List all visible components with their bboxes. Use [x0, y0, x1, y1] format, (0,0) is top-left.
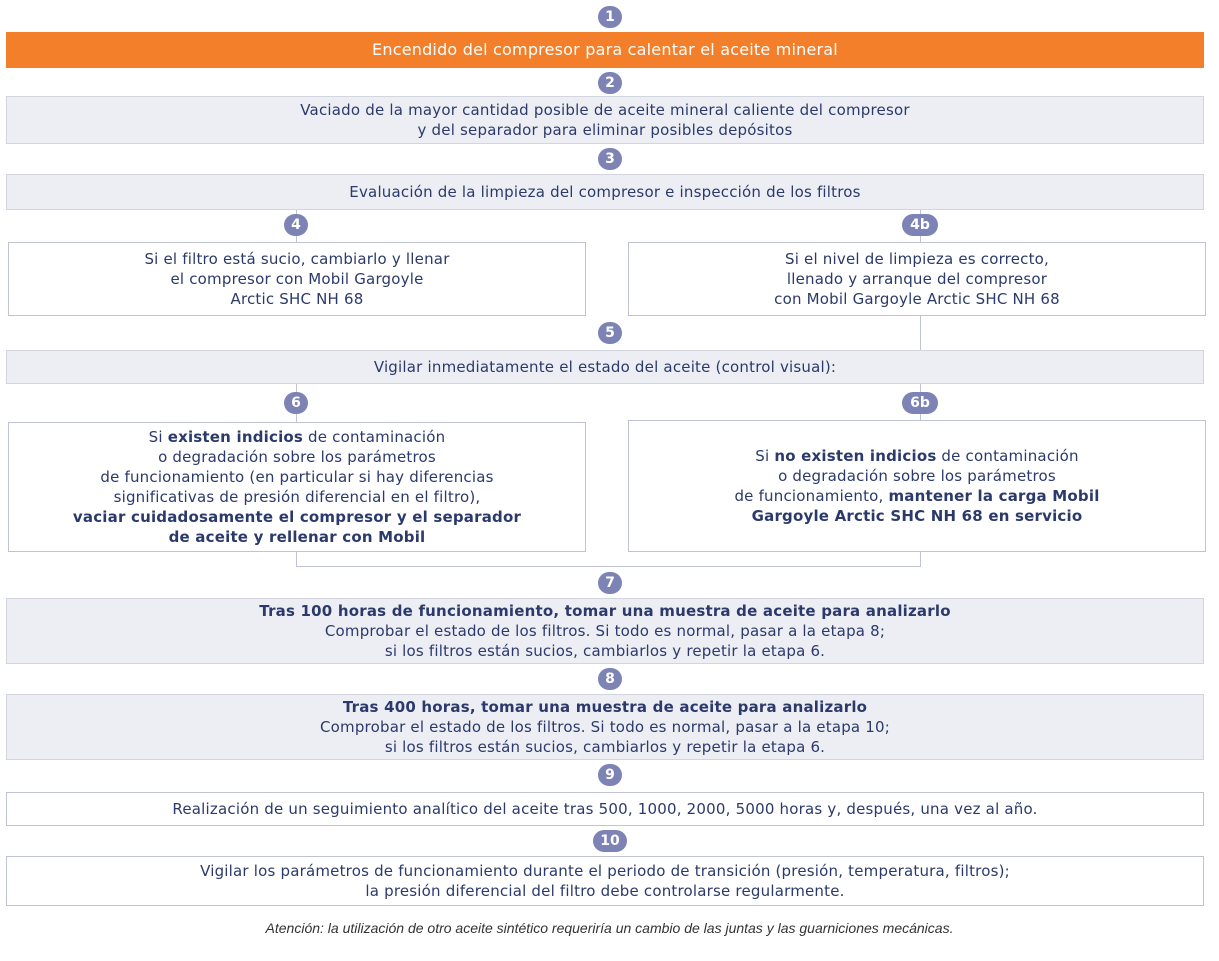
step-4-line-3: Arctic SHC NH 68 — [230, 290, 364, 308]
step-badge-6b: 6b — [902, 392, 938, 414]
step-badge-5: 5 — [598, 322, 622, 344]
step-3-text: Evaluación de la limpieza del compresor e inspección de los filtros — [349, 183, 861, 201]
step-badge-4b: 4b — [902, 214, 938, 236]
step-6-line-2: o degradación sobre los parámetros — [158, 448, 436, 466]
step-1-box — [6, 32, 1204, 68]
step-badge-8: 8 — [598, 668, 622, 690]
step-9-text: Realización de un seguimiento analítico del aceite tras 500, 1000, 2000, 5000 horas y, después, una vez al año. — [172, 800, 1038, 818]
footer-note: Atención: la utilización de otro aceite sintético requeriría un cambio de las juntas y las guarniciones mecánicas. — [265, 920, 954, 936]
step-6-line-1-a: Si — [148, 428, 168, 446]
step-10-line-1: Vigilar los parámetros de funcionamiento durante el periodo de transición (presión, temperatura, filtros); — [200, 862, 1010, 880]
step-2-line-1: Vaciado de la mayor cantidad posible de aceite mineral caliente del compresor — [300, 101, 910, 119]
step-4-box — [8, 242, 586, 316]
step-5-box — [6, 350, 1204, 384]
step-2-line-2: y del separador para eliminar posibles depósitos — [417, 121, 793, 139]
step-10-line-2: la presión diferencial del filtro debe controlarse regularmente. — [365, 882, 845, 900]
step-badge-4: 4 — [284, 214, 308, 236]
step-6b-line-1 — [755, 446, 1078, 466]
step-6b-box — [628, 420, 1206, 552]
step-6b-line-1-c: de contaminación — [936, 447, 1079, 465]
step-6-line-1 — [149, 427, 446, 447]
step-6-line-4: significativas de presión diferencial en el filtro), — [113, 488, 481, 506]
connector-line — [296, 566, 921, 567]
step-7-box — [6, 598, 1204, 664]
step-6b-line-1-a: Si — [755, 447, 775, 465]
step-7-line-2: Comprobar el estado de los filtros. Si todo es normal, pasar a la etapa 8; — [324, 622, 886, 640]
step-8-line-3: si los filtros están sucios, cambiarlos y repetir la etapa 6. — [384, 738, 826, 756]
step-6-line-1-b: existen indicios — [167, 428, 304, 446]
step-6b-line-3-b: mantener la carga Mobil — [888, 487, 1100, 505]
step-5-text: Vigilar inmediatamente el estado del aceite (control visual): — [373, 358, 837, 376]
connector-line — [296, 552, 297, 567]
step-6b-line-2: o degradación sobre los parámetros — [778, 467, 1056, 485]
step-6-line-5: vaciar cuidadosamente el compresor y el separador — [72, 508, 522, 526]
step-badge-6: 6 — [284, 392, 308, 414]
step-badge-10: 10 — [593, 830, 627, 852]
step-6-box — [8, 422, 586, 552]
step-badge-1: 1 — [598, 6, 622, 28]
step-4-line-1: Si el filtro está sucio, cambiarlo y llenar — [144, 250, 450, 268]
step-8-title: Tras 400 horas, tomar una muestra de aceite para analizarlo — [342, 698, 868, 716]
step-4b-box — [628, 242, 1206, 316]
step-badge-2: 2 — [598, 72, 622, 94]
step-badge-3: 3 — [598, 148, 622, 170]
step-badge-9: 9 — [598, 764, 622, 786]
step-8-box — [6, 694, 1204, 760]
step-8-line-2: Comprobar el estado de los filtros. Si todo es normal, pasar a la etapa 10; — [319, 718, 891, 736]
step-6b-line-3 — [734, 486, 1099, 506]
step-7-line-3: si los filtros están sucios, cambiarlos y repetir la etapa 6. — [384, 642, 826, 660]
step-2-box — [6, 96, 1204, 144]
step-6b-line-3-a: de funcionamiento, — [734, 487, 889, 505]
step-10-box — [6, 856, 1204, 906]
step-4b-line-2: llenado y arranque del compresor — [786, 270, 1048, 288]
step-7-title: Tras 100 horas de funcionamiento, tomar una muestra de aceite para analizarlo — [259, 602, 951, 620]
step-1-text: Encendido del compresor para calentar el aceite mineral — [372, 40, 838, 59]
step-4b-line-3: con Mobil Gargoyle Arctic SHC NH 68 — [774, 290, 1060, 308]
step-6-line-3: de funcionamiento (en particular si hay diferencias — [100, 468, 494, 486]
step-4b-line-1: Si el nivel de limpieza es correcto, — [784, 250, 1050, 268]
step-6b-line-4: Gargoyle Arctic SHC NH 68 en servicio — [751, 507, 1083, 525]
connector-line — [920, 552, 921, 567]
step-4-line-2: el compresor con Mobil Gargoyle — [170, 270, 424, 288]
step-6-line-1-c: de contaminación — [303, 428, 446, 446]
step-badge-7: 7 — [598, 572, 622, 594]
step-3-box — [6, 174, 1204, 210]
connector-line — [920, 316, 921, 352]
step-6-line-6: de aceite y rellenar con Mobil — [168, 528, 426, 546]
step-6b-line-1-b: no existen indicios — [774, 447, 937, 465]
step-9-box — [6, 792, 1204, 826]
